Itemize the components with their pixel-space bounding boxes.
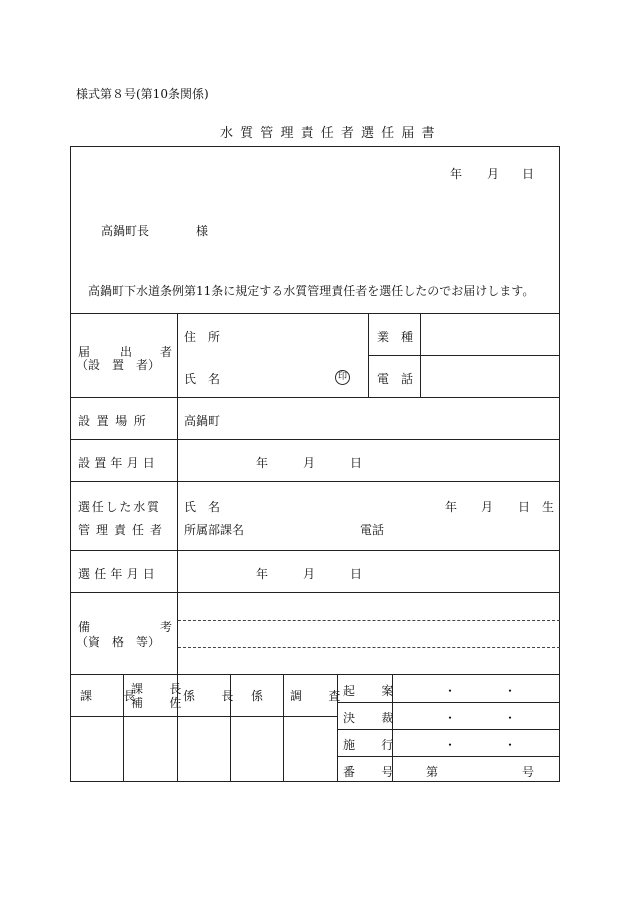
date-dot: ・ <box>504 684 517 698</box>
divider <box>283 674 284 782</box>
appoint-month: 月 <box>303 567 316 581</box>
applicant-sublabel: （設 置 者） <box>76 358 161 372</box>
divider <box>70 313 560 314</box>
applicant-label: 届 <box>78 345 91 359</box>
divider <box>420 313 421 397</box>
industry-label: 業 種 <box>377 330 414 344</box>
office-col-chief: 課 長 <box>80 689 145 703</box>
statement: 高鍋町下水道条例第11条に規定する水質管理責任者を選任したのでお届けします。 <box>88 284 535 298</box>
appoint-year: 年 <box>256 567 269 581</box>
date-month: 月 <box>487 167 500 181</box>
dashed-divider <box>178 647 560 648</box>
dashed-divider <box>178 620 560 621</box>
divider <box>177 313 178 674</box>
office-col-deputy: 補 佐 <box>131 696 189 710</box>
divider <box>70 439 560 440</box>
divider <box>337 702 560 703</box>
name-label: 氏 名 <box>184 372 221 386</box>
date-dot: ・ <box>504 738 517 752</box>
divider <box>337 729 560 730</box>
remarks-label: 備 <box>78 620 91 634</box>
install-date-label: 設置年月日 <box>78 456 160 470</box>
number-suffix: 号 <box>522 765 535 779</box>
install-day: 日 <box>350 456 363 470</box>
divider <box>70 716 337 717</box>
divider <box>70 550 560 551</box>
address-label: 住 所 <box>184 330 221 344</box>
install-year: 年 <box>256 456 269 470</box>
install-month: 月 <box>303 456 316 470</box>
honorific: 様 <box>196 224 209 238</box>
birth-day: 日生 <box>518 500 567 514</box>
manager-label-2: 管理責任者 <box>78 523 169 537</box>
date-dot: ・ <box>444 711 457 725</box>
applicant-label: 者 <box>160 345 173 359</box>
office-row-number: 番 号 <box>343 765 401 779</box>
divider <box>70 481 560 482</box>
manager-phone-label: 電話 <box>360 523 385 537</box>
manager-label-1: 選任した水質 <box>78 500 161 514</box>
office-row-enforce: 施 行 <box>343 738 401 752</box>
form-number: 様式第８号(第10条関係) <box>76 87 209 101</box>
seal-mark: 印 <box>335 370 350 385</box>
divider <box>70 397 560 398</box>
birth-month: 月 <box>481 500 494 514</box>
location-value: 高鍋町 <box>184 414 221 428</box>
office-row-draft: 起 案 <box>343 684 401 698</box>
date-dot: ・ <box>504 711 517 725</box>
date-day: 日 <box>522 167 535 181</box>
office-col-review: 調 査 <box>290 689 348 703</box>
office-col-deputy: 課 長 <box>131 682 189 696</box>
divider <box>337 756 560 757</box>
appoint-date-label: 選任年月日 <box>78 567 160 581</box>
phone-label: 電 話 <box>377 372 414 386</box>
divider <box>368 313 369 397</box>
form-title: 水質管理責任者選任届書 <box>220 126 442 141</box>
office-col-section-chief: 係 長 <box>183 689 241 703</box>
birth-year: 年 <box>445 500 458 514</box>
date-dot: ・ <box>444 738 457 752</box>
addressee: 高鍋町長 <box>101 224 150 238</box>
divider <box>70 674 560 675</box>
remarks-label: 考 <box>160 620 173 634</box>
appoint-day: 日 <box>350 567 363 581</box>
dept-label: 所属部課名 <box>184 523 245 537</box>
divider <box>70 592 560 593</box>
divider <box>368 355 560 356</box>
office-col-staff: 係 <box>251 689 264 703</box>
date-year: 年 <box>450 167 463 181</box>
remarks-sublabel: （資 格 等） <box>76 635 161 649</box>
location-label: 設置場所 <box>78 414 153 428</box>
manager-name-label: 氏 名 <box>184 500 221 514</box>
date-dot: ・ <box>444 684 457 698</box>
number-prefix: 第 <box>426 765 439 779</box>
applicant-label: 出 <box>120 345 133 359</box>
office-row-decision: 決 裁 <box>343 711 401 725</box>
